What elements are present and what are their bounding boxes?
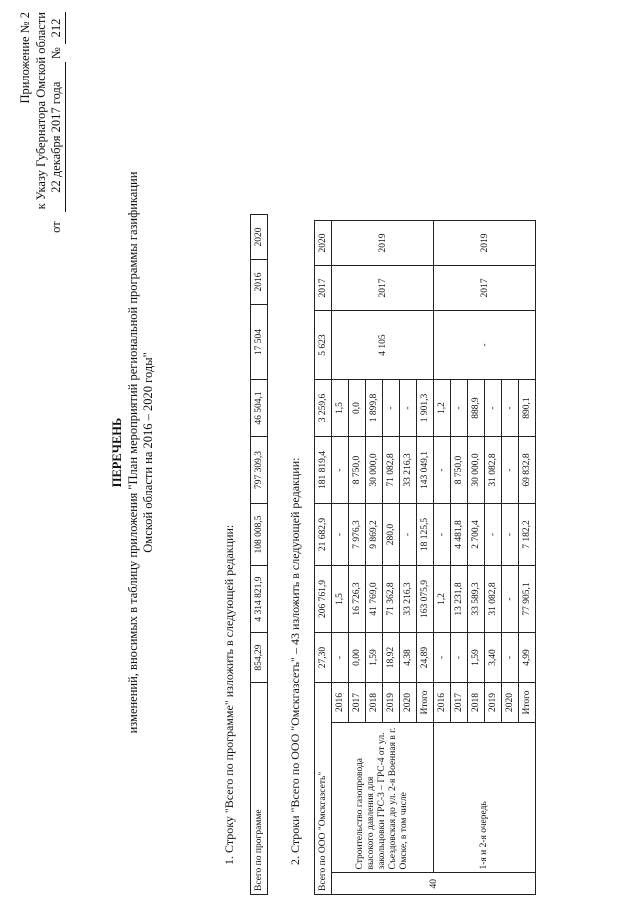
table-cell: 24,89 bbox=[417, 633, 434, 683]
table-cell: 0,00 bbox=[349, 633, 366, 683]
table-cell: 2019 bbox=[332, 221, 434, 266]
table-cell: 2020 bbox=[502, 683, 519, 723]
table-cell: 21 682,9 bbox=[315, 504, 332, 566]
table-cell: 1,5 bbox=[332, 566, 349, 633]
table-cell: 2017 bbox=[315, 266, 332, 311]
table-cell: 206 761,9 bbox=[315, 566, 332, 633]
table-cell: Всего по программе bbox=[251, 683, 268, 895]
table-cell: 2017 bbox=[434, 266, 536, 311]
table-cell: 2019 bbox=[434, 221, 536, 266]
table-cell: - bbox=[502, 633, 519, 683]
table-cell: 8 750,0 bbox=[349, 437, 366, 504]
section1-text: 1. Строку "Всего по программе" изложить в следующей редакции: bbox=[222, 524, 236, 865]
table-cell: - bbox=[332, 437, 349, 504]
table-cell: 31 082,8 bbox=[485, 566, 502, 633]
table-cell: 1,2 bbox=[434, 566, 451, 633]
table-cell: 41 769,0 bbox=[366, 566, 383, 633]
table-cell: - bbox=[485, 380, 502, 437]
table-cell: 31 082,8 bbox=[485, 437, 502, 504]
table-cell: 2 700,4 bbox=[468, 504, 485, 566]
table-cell: - bbox=[502, 566, 519, 633]
table-cell-item-label: Строительство газопровода высокого давления для закольцовки ГРС-3 – ГРС-4 от ул. Съездовская до ул. 2-я Военная в г. Омске, в том числе bbox=[332, 722, 434, 873]
table-cell: 181 819,4 bbox=[315, 437, 332, 504]
table-cell: 2016 bbox=[434, 683, 451, 723]
table-cell: 30 000,0 bbox=[468, 437, 485, 504]
title-line2: изменений, вносимых в таблицу приложения "План мероприятий региональной программы газификации bbox=[125, 171, 140, 734]
table-cell: - bbox=[485, 504, 502, 566]
table-cell: 77 905,1 bbox=[519, 566, 536, 633]
table-cell: 2019 bbox=[485, 683, 502, 723]
table-cell: 30 000,0 bbox=[366, 437, 383, 504]
table-cell: 27,30 bbox=[315, 633, 332, 683]
table-cell: 9 869,2 bbox=[366, 504, 383, 566]
table-cell: 2017 bbox=[332, 266, 434, 311]
table-cell: - bbox=[451, 380, 468, 437]
table-cell: 69 832,8 bbox=[519, 437, 536, 504]
table-cell: 854,29 bbox=[251, 633, 268, 683]
table-cell: 1 899,8 bbox=[366, 380, 383, 437]
table-cell: - bbox=[502, 380, 519, 437]
table-row bbox=[251, 215, 268, 895]
table-cell: Итого bbox=[519, 683, 536, 723]
table-cell: 2019 bbox=[383, 683, 400, 723]
table-cell: 2018 bbox=[468, 683, 485, 723]
table-cell: - bbox=[400, 504, 417, 566]
page-title: ПЕРЕЧЕНЬ bbox=[110, 417, 124, 488]
section1-table bbox=[250, 214, 268, 895]
table-cell: 18,92 bbox=[383, 633, 400, 683]
table-cell: 1 901,3 bbox=[417, 380, 434, 437]
table-cell: 71 082,8 bbox=[383, 437, 400, 504]
table-cell: 890,1 bbox=[519, 380, 536, 437]
table-cell: - bbox=[383, 380, 400, 437]
table-cell: - bbox=[434, 633, 451, 683]
table-cell: 17 504 bbox=[251, 305, 268, 380]
table-cell: 33 216,3 bbox=[400, 437, 417, 504]
table-cell: 33 589,3 bbox=[468, 566, 485, 633]
appendix-number: 212 bbox=[49, 12, 66, 44]
table-row bbox=[315, 221, 332, 895]
table-cell: 7 976,3 bbox=[349, 504, 366, 566]
appendix-date-line bbox=[49, 12, 66, 233]
table-cell: - bbox=[332, 504, 349, 566]
table-cell: - bbox=[434, 311, 536, 380]
appendix-date: 22 декабря 2017 года bbox=[49, 62, 66, 212]
appendix-no-label: № bbox=[49, 47, 64, 60]
table-cell: - bbox=[502, 504, 519, 566]
table-cell: 0,0 bbox=[349, 380, 366, 437]
table-row bbox=[332, 221, 349, 895]
table-cell: 33 216,3 bbox=[400, 566, 417, 633]
table-cell: 1,59 bbox=[366, 633, 383, 683]
table-cell: Всего по ООО "Омскгазсеть" bbox=[315, 683, 332, 895]
appendix-line2: к Указу Губернатора Омской области bbox=[33, 12, 48, 210]
table-cell: - bbox=[434, 437, 451, 504]
appendix-header bbox=[18, 12, 66, 233]
table-cell: 18 125,5 bbox=[417, 504, 434, 566]
table-cell: 1,2 bbox=[434, 380, 451, 437]
table-cell: 13 231,8 bbox=[451, 566, 468, 633]
table-cell: 2018 bbox=[366, 683, 383, 723]
table-cell: - bbox=[502, 437, 519, 504]
table-cell: 4 314 821,9 bbox=[251, 566, 268, 633]
appendix-line1: Приложение № 2 bbox=[18, 12, 32, 104]
table-cell: 2020 bbox=[400, 683, 417, 723]
table-cell: 797 309,3 bbox=[251, 437, 268, 504]
table-cell: 163 075,9 bbox=[417, 566, 434, 633]
table-cell: - bbox=[434, 504, 451, 566]
table-cell: 3 259,6 bbox=[315, 380, 332, 437]
table-cell: 2020 bbox=[251, 215, 268, 260]
table-row bbox=[434, 221, 451, 895]
table-cell: 2016 bbox=[332, 683, 349, 723]
table-cell-item-number: 40 bbox=[332, 873, 536, 895]
table-cell: 4,99 bbox=[519, 633, 536, 683]
table-cell: 4 481,8 bbox=[451, 504, 468, 566]
table-cell: 143 049,1 bbox=[417, 437, 434, 504]
table-cell: Итого bbox=[417, 683, 434, 723]
table-cell: 5 623 bbox=[315, 311, 332, 380]
table-cell: 8 750,0 bbox=[451, 437, 468, 504]
table-cell: 4 105 bbox=[332, 311, 434, 380]
table-cell: - bbox=[451, 633, 468, 683]
table-cell: 1,59 bbox=[468, 633, 485, 683]
table-cell: 108 008,5 bbox=[251, 504, 268, 566]
table-cell: 280,0 bbox=[383, 504, 400, 566]
table-cell: - bbox=[332, 633, 349, 683]
table-cell: 2016 bbox=[251, 260, 268, 305]
table-cell: 46 504,1 bbox=[251, 380, 268, 437]
table-cell: 2017 bbox=[349, 683, 366, 723]
table-cell: 3,40 bbox=[485, 633, 502, 683]
table-cell: 71 362,8 bbox=[383, 566, 400, 633]
table-cell: 7 182,2 bbox=[519, 504, 536, 566]
table-cell: 888,9 bbox=[468, 380, 485, 437]
appendix-from-label: от bbox=[49, 221, 64, 233]
section2-text: 2. Строки "Всего по ООО "Омскгазсеть" – 43 изложить в следующей редакции: bbox=[288, 457, 302, 865]
table-cell: 16 726,3 bbox=[349, 566, 366, 633]
section2-table bbox=[314, 220, 536, 895]
table-cell: 1,5 bbox=[332, 380, 349, 437]
title-block bbox=[110, 0, 157, 905]
table-cell: 4,38 bbox=[400, 633, 417, 683]
table-cell: 2017 bbox=[451, 683, 468, 723]
title-line3: Омской области на 2016 – 2020 годы" bbox=[141, 352, 156, 553]
table-cell: 2020 bbox=[315, 221, 332, 266]
table-cell: - bbox=[400, 380, 417, 437]
table-cell-subitem-label: 1-я и 2-я очередь bbox=[434, 722, 536, 873]
